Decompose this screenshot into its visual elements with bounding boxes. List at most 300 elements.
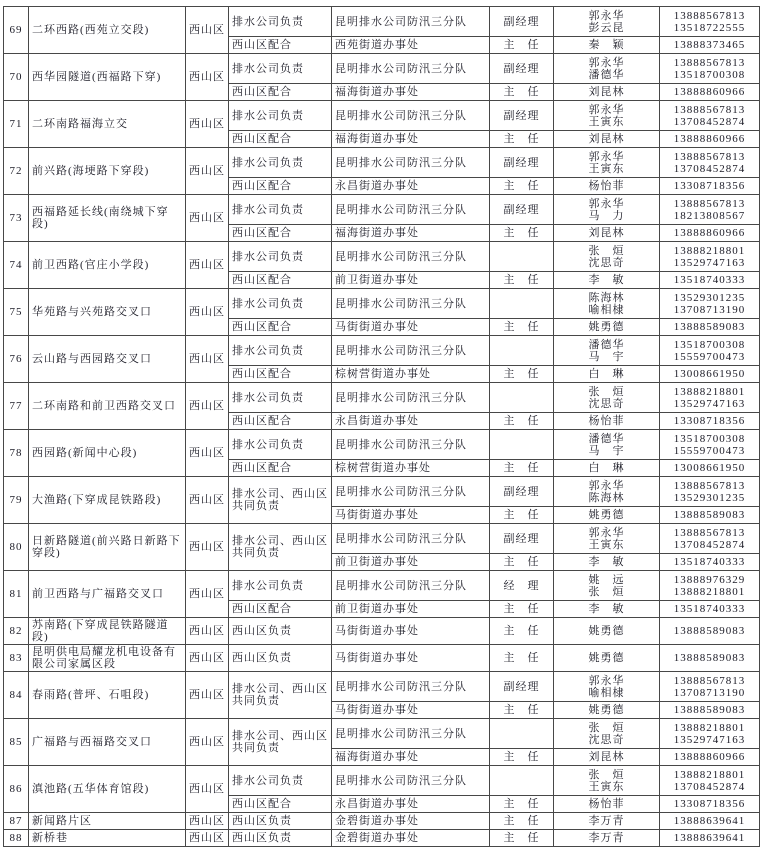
cell-organization: 昆明排水公司防汛三分队 — [332, 289, 490, 319]
table-row — [4, 101, 760, 131]
cell-district: 西山区 — [186, 524, 229, 571]
contact-name: 潘德华 — [588, 432, 625, 445]
cell-location: 西园路(新闻中心段) — [29, 430, 186, 477]
cell-responsibility: 西山区配合 — [229, 131, 332, 148]
cell-duty-title: 主 任 — [490, 272, 554, 289]
cell-contact-phones — [660, 195, 760, 225]
cell-row-number: 72 — [4, 148, 29, 195]
cell-duty-title: 主 任 — [490, 618, 554, 645]
table-row — [4, 571, 760, 601]
cell-district: 西山区 — [186, 813, 229, 830]
cell-duty-title — [490, 383, 554, 413]
contact-phone: 13888860966 — [673, 133, 746, 145]
contact-name: 杨怡菲 — [588, 415, 625, 427]
cell-contact-names — [554, 7, 660, 37]
cell-organization: 昆明排水公司防汛三分队 — [332, 766, 490, 796]
contact-name: 陈海林 — [588, 491, 625, 504]
cell-organization: 马街街道办事处 — [332, 645, 490, 672]
cell-duty-title: 主 任 — [490, 830, 554, 847]
cell-contact-names — [554, 289, 660, 319]
cell-district: 西山区 — [186, 7, 229, 54]
cell-duty-title: 主 任 — [490, 702, 554, 719]
cell-responsibility: 西山区配合 — [229, 225, 332, 242]
contact-phone: 13888589083 — [673, 704, 746, 716]
contact-phone: 13888567813 — [673, 526, 746, 539]
cell-organization: 昆明排水公司防汛三分队 — [332, 571, 490, 601]
cell-contact-names — [554, 413, 660, 430]
cell-organization: 昆明排水公司防汛三分队 — [332, 54, 490, 84]
cell-contact-phones — [660, 242, 760, 272]
contact-name: 喻相棣 — [588, 303, 625, 316]
cell-duty-title: 副经理 — [490, 148, 554, 178]
table-row — [4, 618, 760, 645]
cell-duty-title: 主 任 — [490, 37, 554, 54]
contact-name: 张 烜 — [588, 768, 625, 781]
contact-phone: 13888589083 — [673, 509, 746, 521]
cell-responsibility: 排水公司负责 — [229, 148, 332, 178]
cell-duty-title: 副经理 — [490, 101, 554, 131]
cell-row-number: 80 — [4, 524, 29, 571]
cell-row-number: 88 — [4, 830, 29, 847]
contact-phone: 13518700308 — [673, 432, 746, 445]
contact-name: 郭永华 — [588, 526, 625, 539]
contact-phone: 13888567813 — [673, 150, 746, 163]
contact-phone: 15559700473 — [673, 350, 746, 363]
contact-name: 王寅东 — [588, 780, 625, 793]
cell-duty-title: 主 任 — [490, 507, 554, 524]
cell-location: 前卫西路(官庄小学段) — [29, 242, 186, 289]
contact-name: 刘昆林 — [588, 751, 625, 763]
cell-contact-phones — [660, 796, 760, 813]
contact-name: 张 烜 — [588, 244, 625, 257]
cell-organization: 福海街道办事处 — [332, 131, 490, 148]
contact-name: 张 烜 — [588, 721, 625, 734]
contact-name: 姚 远 — [588, 573, 625, 586]
cell-contact-phones — [660, 749, 760, 766]
cell-duty-title: 副经理 — [490, 7, 554, 37]
contact-name: 潘德华 — [588, 338, 625, 351]
cell-contact-names — [554, 131, 660, 148]
contact-name: 沈思奇 — [588, 397, 625, 410]
table-body — [4, 7, 760, 847]
cell-contact-phones — [660, 554, 760, 571]
cell-contact-phones — [660, 336, 760, 366]
cell-contact-phones — [660, 813, 760, 830]
contact-phone: 13529301235 — [673, 291, 746, 304]
cell-duty-title: 主 任 — [490, 319, 554, 336]
contact-phone: 13888218801 — [673, 721, 746, 734]
cell-duty-title: 主 任 — [490, 601, 554, 618]
cell-row-number: 70 — [4, 54, 29, 101]
cell-contact-phones — [660, 672, 760, 702]
cell-district: 西山区 — [186, 289, 229, 336]
cell-location: 二环西路(西苑立交段) — [29, 7, 186, 54]
contact-phone: 15559700473 — [673, 444, 746, 457]
cell-contact-phones — [660, 101, 760, 131]
cell-duty-title: 副经理 — [490, 524, 554, 554]
table-row — [4, 477, 760, 507]
contact-name: 王寅东 — [588, 115, 625, 128]
contact-name: 郭永华 — [588, 56, 625, 69]
contact-phone: 13529747163 — [673, 733, 746, 746]
cell-responsibility: 排水公司负责 — [229, 383, 332, 413]
contact-phone: 13888589083 — [673, 321, 746, 333]
cell-organization: 昆明排水公司防汛三分队 — [332, 7, 490, 37]
cell-contact-phones — [660, 618, 760, 645]
contact-phone: 13518740333 — [673, 556, 746, 568]
cell-district: 西山区 — [186, 383, 229, 430]
contact-name: 郭永华 — [588, 9, 625, 22]
table-row — [4, 430, 760, 460]
contact-phone: 13518740333 — [673, 274, 746, 286]
cell-contact-names — [554, 719, 660, 749]
cell-location: 新桥巷 — [29, 830, 186, 847]
cell-contact-names — [554, 195, 660, 225]
contact-name: 刘昆林 — [588, 133, 625, 145]
cell-responsibility: 西山区配合 — [229, 178, 332, 195]
contact-phone: 13708452874 — [673, 115, 746, 128]
cell-district: 西山区 — [186, 618, 229, 645]
cell-district: 西山区 — [186, 336, 229, 383]
contact-name: 郭永华 — [588, 103, 625, 116]
cell-responsibility: 西山区配合 — [229, 413, 332, 430]
contact-phone: 13888567813 — [673, 674, 746, 687]
cell-row-number: 85 — [4, 719, 29, 766]
table-row — [4, 289, 760, 319]
cell-responsibility: 西山区配合 — [229, 37, 332, 54]
cell-organization: 昆明排水公司防汛三分队 — [332, 195, 490, 225]
contact-phone: 13518700308 — [673, 338, 746, 351]
cell-contact-names — [554, 319, 660, 336]
table-row — [4, 383, 760, 413]
cell-location: 二环南路福海立交 — [29, 101, 186, 148]
cell-duty-title — [490, 336, 554, 366]
contact-name: 杨怡菲 — [588, 798, 625, 810]
cell-duty-title — [490, 289, 554, 319]
cell-responsibility: 西山区配合 — [229, 272, 332, 289]
cell-contact-phones — [660, 413, 760, 430]
contact-phone: 13308718356 — [673, 798, 746, 810]
table-row — [4, 645, 760, 672]
cell-contact-phones — [660, 84, 760, 101]
contact-name: 刘昆林 — [588, 86, 625, 98]
table-row — [4, 54, 760, 84]
table-row — [4, 195, 760, 225]
cell-organization: 昆明排水公司防汛三分队 — [332, 524, 490, 554]
cell-contact-phones — [660, 766, 760, 796]
cell-duty-title: 主 任 — [490, 413, 554, 430]
table-row — [4, 672, 760, 702]
contact-phone: 13518722555 — [673, 21, 746, 34]
contact-phone: 13308718356 — [673, 415, 746, 427]
cell-district: 西山区 — [186, 766, 229, 813]
contact-name: 李 敏 — [588, 556, 625, 568]
cell-duty-title: 主 任 — [490, 813, 554, 830]
cell-duty-title: 副经理 — [490, 477, 554, 507]
cell-organization: 昆明排水公司防汛三分队 — [332, 383, 490, 413]
cell-contact-phones — [660, 702, 760, 719]
cell-row-number: 75 — [4, 289, 29, 336]
cell-responsibility: 排水公司负责 — [229, 571, 332, 601]
cell-organization: 昆明排水公司防汛三分队 — [332, 336, 490, 366]
cell-contact-names — [554, 645, 660, 672]
cell-responsibility: 排水公司负责 — [229, 7, 332, 37]
contact-name: 姚勇德 — [588, 321, 625, 333]
cell-contact-phones — [660, 507, 760, 524]
contact-name: 李 敏 — [588, 603, 625, 615]
cell-district: 西山区 — [186, 54, 229, 101]
cell-responsibility: 西山区配合 — [229, 796, 332, 813]
cell-district: 西山区 — [186, 672, 229, 719]
cell-contact-phones — [660, 477, 760, 507]
cell-location: 华苑路与兴苑路交叉口 — [29, 289, 186, 336]
cell-row-number: 71 — [4, 101, 29, 148]
cell-district: 西山区 — [186, 830, 229, 847]
cell-organization: 永昌街道办事处 — [332, 178, 490, 195]
cell-contact-names — [554, 618, 660, 645]
cell-duty-title: 主 任 — [490, 178, 554, 195]
cell-contact-phones — [660, 289, 760, 319]
table-row — [4, 766, 760, 796]
contact-name: 喻相棣 — [588, 686, 625, 699]
cell-contact-names — [554, 524, 660, 554]
cell-contact-phones — [660, 178, 760, 195]
cell-location: 苏南路(下穿成昆铁路隧道段) — [29, 618, 186, 645]
cell-district: 西山区 — [186, 719, 229, 766]
cell-contact-phones — [660, 272, 760, 289]
cell-duty-title: 副经理 — [490, 672, 554, 702]
contact-name: 马 力 — [588, 209, 625, 222]
cell-row-number: 84 — [4, 672, 29, 719]
cell-responsibility: 排水公司、西山区共同负责 — [229, 719, 332, 766]
contact-name: 王寅东 — [588, 162, 625, 175]
cell-duty-title — [490, 766, 554, 796]
cell-contact-phones — [660, 7, 760, 37]
cell-row-number: 74 — [4, 242, 29, 289]
cell-organization: 棕树营街道办事处 — [332, 366, 490, 383]
cell-contact-phones — [660, 601, 760, 618]
cell-organization: 福海街道办事处 — [332, 749, 490, 766]
contact-phone: 13529747163 — [673, 256, 746, 269]
contact-name: 沈思奇 — [588, 256, 625, 269]
contact-name: 白 琳 — [588, 368, 625, 380]
cell-organization: 昆明排水公司防汛三分队 — [332, 430, 490, 460]
cell-district: 西山区 — [186, 571, 229, 618]
cell-location: 二环南路和前卫西路交叉口 — [29, 383, 186, 430]
table-row — [4, 336, 760, 366]
cell-contact-names — [554, 336, 660, 366]
cell-organization: 前卫街道办事处 — [332, 554, 490, 571]
cell-contact-phones — [660, 383, 760, 413]
cell-duty-title: 主 任 — [490, 554, 554, 571]
cell-responsibility: 西山区配合 — [229, 366, 332, 383]
contact-name: 秦 颖 — [588, 39, 625, 51]
contact-name: 王寅东 — [588, 538, 625, 551]
contact-phone: 13008661950 — [673, 368, 746, 380]
cell-row-number: 79 — [4, 477, 29, 524]
cell-contact-names — [554, 830, 660, 847]
cell-duty-title: 经 理 — [490, 571, 554, 601]
cell-duty-title — [490, 719, 554, 749]
cell-organization: 马街街道办事处 — [332, 319, 490, 336]
cell-duty-title: 主 任 — [490, 84, 554, 101]
cell-responsibility: 排水公司负责 — [229, 766, 332, 796]
cell-responsibility: 西山区配合 — [229, 460, 332, 477]
cell-district: 西山区 — [186, 195, 229, 242]
contact-phone: 13518740333 — [673, 603, 746, 615]
cell-contact-names — [554, 37, 660, 54]
cell-duty-title: 主 任 — [490, 225, 554, 242]
cell-contact-phones — [660, 319, 760, 336]
cell-location: 日新路隧道(前兴路日新路下穿段) — [29, 524, 186, 571]
cell-contact-names — [554, 148, 660, 178]
cell-organization: 金碧街道办事处 — [332, 813, 490, 830]
cell-organization: 福海街道办事处 — [332, 84, 490, 101]
table-row — [4, 830, 760, 847]
cell-duty-title: 主 任 — [490, 131, 554, 148]
contact-phone: 13708713190 — [673, 686, 746, 699]
cell-contact-names — [554, 101, 660, 131]
cell-contact-phones — [660, 430, 760, 460]
contact-name: 潘德华 — [588, 68, 625, 81]
cell-contact-names — [554, 178, 660, 195]
contact-phone: 13708713190 — [673, 303, 746, 316]
contact-phone: 13708452874 — [673, 162, 746, 175]
cell-responsibility: 西山区配合 — [229, 84, 332, 101]
contact-phone: 13888218801 — [673, 244, 746, 257]
cell-organization: 昆明排水公司防汛三分队 — [332, 148, 490, 178]
contact-name: 姚勇德 — [588, 509, 625, 521]
cell-organization: 昆明排水公司防汛三分队 — [332, 672, 490, 702]
table-row — [4, 148, 760, 178]
cell-contact-names — [554, 272, 660, 289]
cell-duty-title: 主 任 — [490, 796, 554, 813]
contact-phone: 13529747163 — [673, 397, 746, 410]
cell-contact-names — [554, 796, 660, 813]
cell-organization: 马街街道办事处 — [332, 618, 490, 645]
cell-organization: 永昌街道办事处 — [332, 413, 490, 430]
contact-phone: 13888567813 — [673, 9, 746, 22]
contact-name: 陈海林 — [588, 291, 625, 304]
cell-contact-phones — [660, 366, 760, 383]
cell-contact-phones — [660, 571, 760, 601]
cell-location: 新闻路片区 — [29, 813, 186, 830]
cell-responsibility: 排水公司负责 — [229, 195, 332, 225]
cell-contact-names — [554, 242, 660, 272]
cell-contact-names — [554, 383, 660, 413]
contact-phone: 13008661950 — [673, 462, 746, 474]
cell-duty-title — [490, 242, 554, 272]
contact-phone: 13708452874 — [673, 538, 746, 551]
contact-name: 刘昆林 — [588, 227, 625, 239]
contact-phone: 18213808567 — [673, 209, 746, 222]
cell-contact-names — [554, 749, 660, 766]
contact-phone: 13308718356 — [673, 180, 746, 192]
cell-contact-phones — [660, 719, 760, 749]
cell-duty-title: 主 任 — [490, 460, 554, 477]
contact-phone: 13888860966 — [673, 227, 746, 239]
contact-name: 郭永华 — [588, 674, 625, 687]
contact-name: 白 琳 — [588, 462, 625, 474]
cell-contact-names — [554, 84, 660, 101]
contact-name: 马 宇 — [588, 350, 625, 363]
cell-contact-names — [554, 366, 660, 383]
contact-phone: 13888567813 — [673, 103, 746, 116]
cell-location: 前兴路(海埂路下穿段) — [29, 148, 186, 195]
contact-name: 郭永华 — [588, 150, 625, 163]
cell-location: 云山路与西园路交叉口 — [29, 336, 186, 383]
contact-name: 郭永华 — [588, 197, 625, 210]
cell-responsibility: 排水公司负责 — [229, 336, 332, 366]
cell-organization: 昆明排水公司防汛三分队 — [332, 719, 490, 749]
cell-duty-title — [490, 430, 554, 460]
contact-name: 沈思奇 — [588, 733, 625, 746]
cell-responsibility: 排水公司负责 — [229, 289, 332, 319]
table-row — [4, 719, 760, 749]
cell-organization: 西苑街道办事处 — [332, 37, 490, 54]
cell-organization: 昆明排水公司防汛三分队 — [332, 101, 490, 131]
cell-responsibility: 排水公司负责 — [229, 242, 332, 272]
cell-contact-phones — [660, 524, 760, 554]
contact-phone: 13518700308 — [673, 68, 746, 81]
cell-organization: 前卫街道办事处 — [332, 272, 490, 289]
cell-row-number: 76 — [4, 336, 29, 383]
cell-responsibility: 排水公司、西山区共同负责 — [229, 672, 332, 719]
cell-responsibility: 西山区负责 — [229, 618, 332, 645]
contact-phone: 13888639641 — [673, 815, 746, 827]
cell-district: 西山区 — [186, 148, 229, 195]
contact-phone: 13888589083 — [673, 652, 746, 664]
cell-location: 西福路延长线(南绕城下穿段) — [29, 195, 186, 242]
cell-responsibility: 西山区配合 — [229, 601, 332, 618]
contact-name: 郭永华 — [588, 479, 625, 492]
cell-row-number: 87 — [4, 813, 29, 830]
cell-district: 西山区 — [186, 430, 229, 477]
contact-phone: 13888860966 — [673, 751, 746, 763]
cell-contact-phones — [660, 830, 760, 847]
cell-organization: 棕树营街道办事处 — [332, 460, 490, 477]
cell-duty-title: 副经理 — [490, 195, 554, 225]
cell-contact-phones — [660, 54, 760, 84]
cell-responsibility: 西山区配合 — [229, 319, 332, 336]
cell-location: 昆明供电局耀龙机电设备有限公司家属区段 — [29, 645, 186, 672]
cell-responsibility: 排水公司负责 — [229, 430, 332, 460]
cell-location: 春雨路(普坪、石咀段) — [29, 672, 186, 719]
contact-phone: 13888639641 — [673, 832, 746, 844]
contact-phone: 13888567813 — [673, 479, 746, 492]
cell-organization: 昆明排水公司防汛三分队 — [332, 242, 490, 272]
cell-contact-phones — [660, 460, 760, 477]
contact-name: 李万青 — [588, 832, 625, 844]
cell-responsibility: 西山区负责 — [229, 645, 332, 672]
cell-contact-names — [554, 554, 660, 571]
cell-responsibility: 排水公司负责 — [229, 54, 332, 84]
contact-name: 姚勇德 — [588, 625, 625, 637]
cell-district: 西山区 — [186, 101, 229, 148]
cell-organization: 福海街道办事处 — [332, 225, 490, 242]
contact-phone: 13888218801 — [673, 385, 746, 398]
cell-location: 西华园隧道(西福路下穿) — [29, 54, 186, 101]
cell-organization: 昆明排水公司防汛三分队 — [332, 477, 490, 507]
contact-phone: 13888589083 — [673, 625, 746, 637]
contact-phone: 13708452874 — [673, 780, 746, 793]
cell-row-number: 77 — [4, 383, 29, 430]
contact-phone: 13888373465 — [673, 39, 746, 51]
cell-duty-title: 主 任 — [490, 645, 554, 672]
cell-duty-title: 主 任 — [490, 366, 554, 383]
cell-location: 广福路与西福路交叉口 — [29, 719, 186, 766]
contact-phone: 13888218801 — [673, 585, 746, 598]
